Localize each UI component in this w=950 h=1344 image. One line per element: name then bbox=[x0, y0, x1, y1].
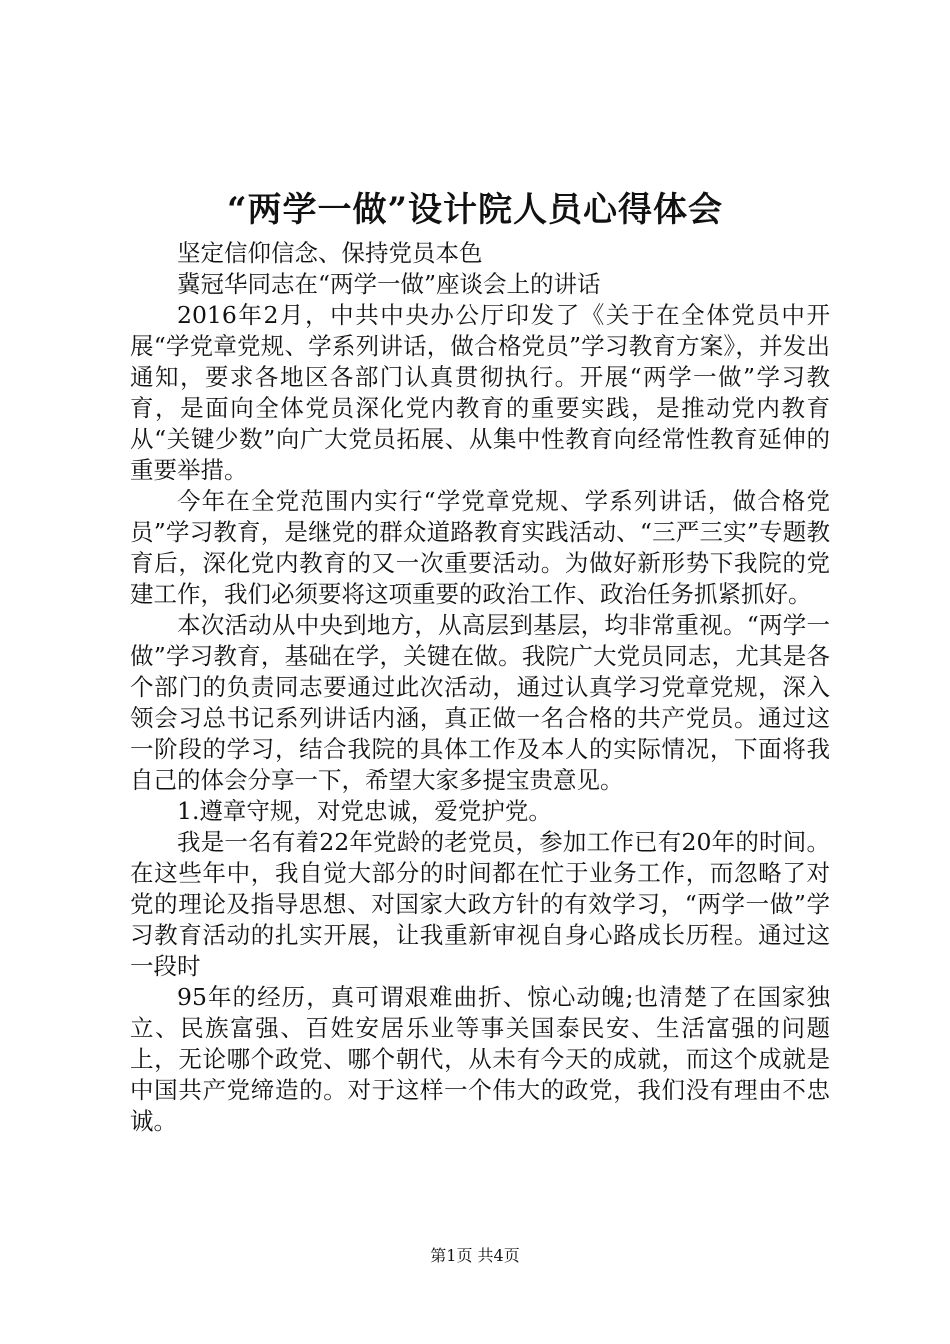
paragraph-5: 95年的经历，真可谓艰难曲折、惊心动魄;也清楚了在国家独立、民族富强、百姓安居乐业等事关国泰民安、生活富强的问题上，无论哪个政党、哪个朝代，从未有今天的成就，而这个成就是中国共产党缔造的。对于这样一个伟大的政党，我们没有理由不忠诚。 bbox=[130, 983, 830, 1135]
paragraph-4: 我是一名有着22年党龄的老党员，参加工作已有20年的时间。在这些年中，我自觉大部分的时间都在忙于业务工作，而忽略了对党的理论及指导思想、对国家大政方针的有效学习，“两学一做”学习教育活动的扎实开展，让我重新审视自身心路成长历程。通过这一段时 bbox=[130, 828, 830, 980]
document-title: “两学一做”设计院人员心得体会 bbox=[226, 190, 724, 230]
page-footer: 第1页 共4页 bbox=[430, 1246, 520, 1265]
document-body bbox=[130, 238, 830, 1137]
section-heading-1: 1.遵章守规，对党忠诚，爱党护党。 bbox=[177, 797, 552, 825]
paragraph-3: 本次活动从中央到地方，从高层到基层，均非常重视。“两学一做”学习教育，基础在学，关键在做。我院广大党员同志，尤其是各个部门的负责同志要通过此次活动，通过认真学习党章党规，深入领会习总书记系列讲话内涵，真正做一名合格的共产党员。通过这一阶段的学习，结合我院的具体工作及本人的实际情况，下面将我自己的体会分享一下，希望大家多提宝贵意见。 bbox=[130, 611, 830, 794]
paragraph-1: 2016年2月，中共中央办公厅印发了《关于在全体党员中开展“学党章党规、学系列讲话，做合格党员”学习教育方案》，并发出通知，要求各地区各部门认真贯彻执行。开展“两学一做”学习教育，是面向全体党员深化党内教育的重要实践，是推动党内教育从“关键少数”向广大党员拓展、从集中性教育向经常性教育延伸的重要举措。 bbox=[130, 301, 830, 484]
paragraph-2: 今年在全党范围内实行“学党章党规、学系列讲话，做合格党员”学习教育，是继党的群众道路教育实践活动、“三严三实”专题教育后，深化党内教育的又一次重要活动。为做好新形势下我院的党建工作，我们必须要将这项重要的政治工作、政治任务抓紧抓好。 bbox=[130, 487, 830, 608]
subtitle-line-2: 冀冠华同志在“两学一做”座谈会上的讲话 bbox=[177, 270, 601, 298]
subtitle-line-1: 坚定信仰信念、保持党员本色 bbox=[177, 239, 483, 267]
